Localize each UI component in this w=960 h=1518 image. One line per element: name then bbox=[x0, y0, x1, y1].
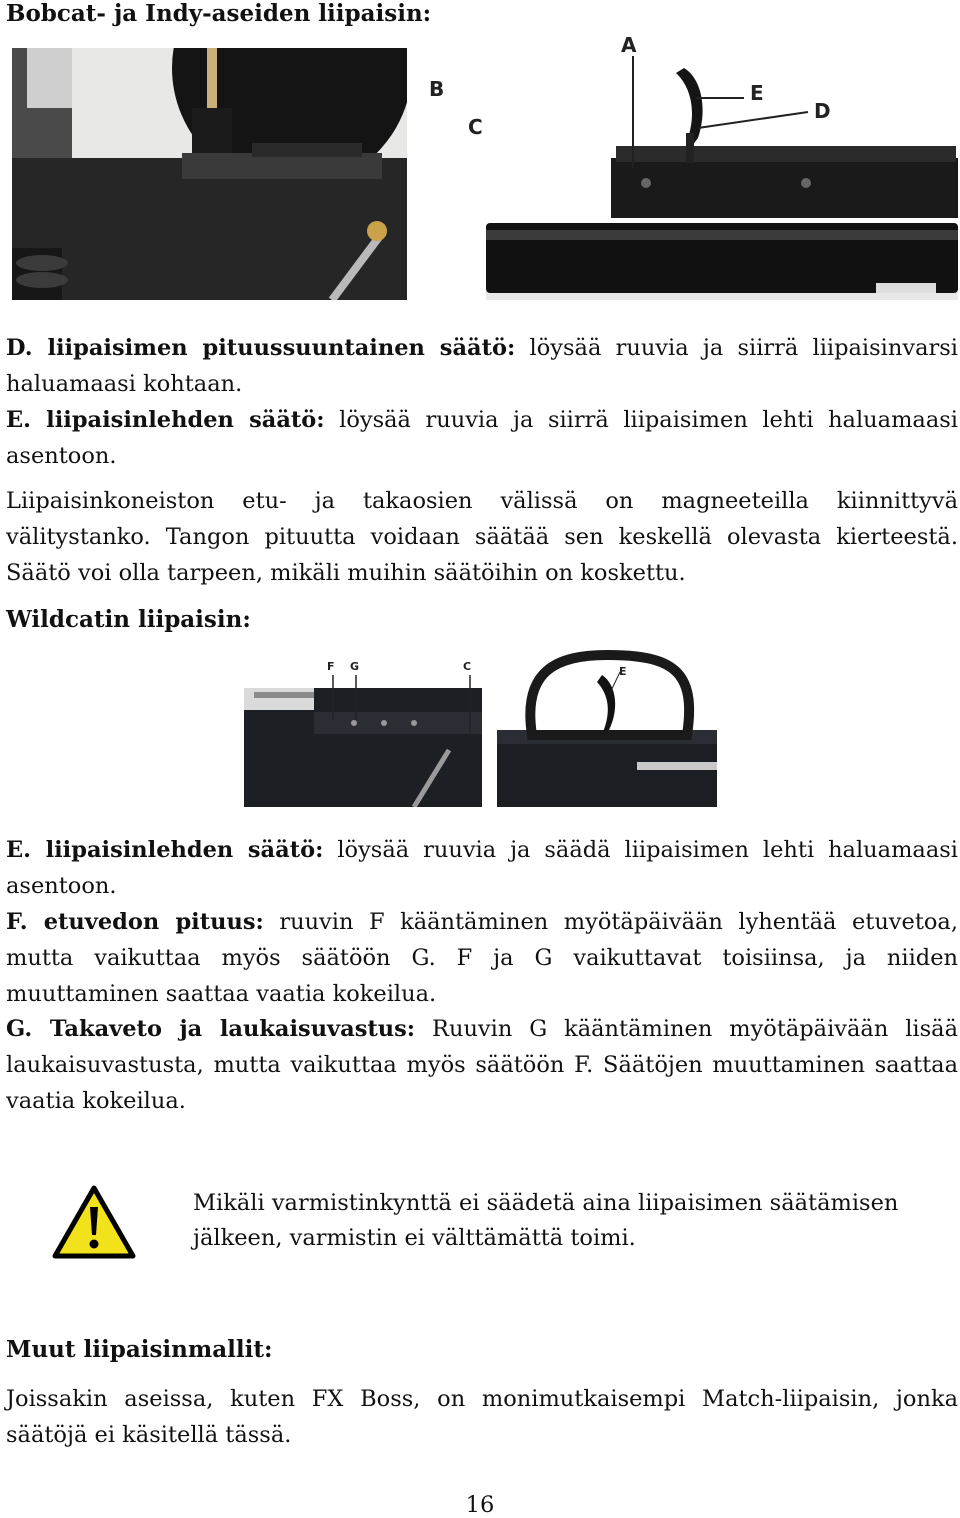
photo-wildcat-trigger-side bbox=[244, 640, 482, 807]
label-a: A bbox=[621, 33, 637, 57]
heading-other-triggers: Muut liipaisinmallit: bbox=[6, 1336, 273, 1363]
paragraph-g-adjustment bbox=[6, 1011, 958, 1119]
text-e1: löysää ruuvia ja siirrä liipaisimen lehti haluamaasi asentoon. bbox=[6, 407, 958, 469]
heading-bobcat-indy: Bobcat- ja Indy-aseiden liipaisin: bbox=[6, 0, 432, 27]
warning-triangle-icon bbox=[52, 1185, 136, 1259]
paragraph-d-adjustment bbox=[6, 330, 958, 402]
label-g: G bbox=[350, 660, 360, 673]
paragraph-other-triggers: Joissakin aseissa, kuten FX Boss, on monimutkaisempi Match-liipaisin, jonka säätöjä ei käsitellä tässä. bbox=[6, 1386, 958, 1448]
label-e: E bbox=[750, 81, 764, 105]
paragraph-e-adjustment-1 bbox=[6, 402, 958, 474]
photo-bobcat-trigger-blade bbox=[486, 28, 958, 300]
photo-labels-left bbox=[12, 48, 492, 148]
label-d: D bbox=[814, 99, 831, 123]
lead-f: F. etuvedon pituus: bbox=[6, 909, 264, 935]
label-e2: E bbox=[619, 665, 627, 678]
label-c: C bbox=[468, 115, 483, 139]
text-e2: löysää ruuvia ja säädä liipaisimen lehti haluamaasi asentoon. bbox=[6, 837, 958, 899]
text-d: löysää ruuvia ja siirrä liipaisinvarsi haluamaasi kohtaan. bbox=[6, 335, 958, 397]
paragraph-f-adjustment bbox=[6, 904, 958, 1012]
label-c2: C bbox=[463, 660, 472, 673]
lead-e2: E. liipaisinlehden säätö: bbox=[6, 837, 324, 863]
paragraph-connecting-rod: Liipaisinkoneiston etu- ja takaosien välissä on magneeteilla kiinnittyvä välitystanko. Tangon pituutta voidaan säätää sen keskellä olevasta kierteestä. Säätö voi olla tarpeen, mikäli muihin säätöihin on koskettu. bbox=[6, 488, 958, 586]
photo-wildcat-trigger-guard bbox=[497, 640, 717, 807]
lead-g: G. Takaveto ja laukaisuvastus: bbox=[6, 1016, 416, 1042]
warning-text: Mikäli varmistinkynttä ei säädetä aina liipaisimen säätämisen jälkeen, varmistin ei välttämättä toimi. bbox=[193, 1190, 899, 1251]
label-f: F bbox=[327, 660, 335, 673]
paragraph-e-adjustment-2 bbox=[6, 832, 958, 904]
lead-e1: E. liipaisinlehden säätö: bbox=[6, 407, 325, 433]
heading-wildcat: Wildcatin liipaisin: bbox=[6, 606, 251, 633]
page-number: 16 bbox=[465, 1492, 495, 1518]
text-g: Ruuvin G kääntäminen myötäpäivään lisää laukaisuvastusta, mutta vaikuttaa myös säätöön F. Säätöjen muuttaminen saattaa vaatia kokeilua. bbox=[6, 1016, 958, 1114]
text-f: ruuvin F kääntäminen myötäpäivään lyhentää etuvetoa, mutta vaikuttaa myös säätöön G. F ja G vaikuttavat toisiinsa, ja niiden muuttaminen saattaa vaatia kokeilua. bbox=[6, 909, 958, 1007]
label-b: B bbox=[429, 77, 445, 101]
lead-d: D. liipaisimen pituussuuntainen säätö: bbox=[6, 335, 516, 361]
